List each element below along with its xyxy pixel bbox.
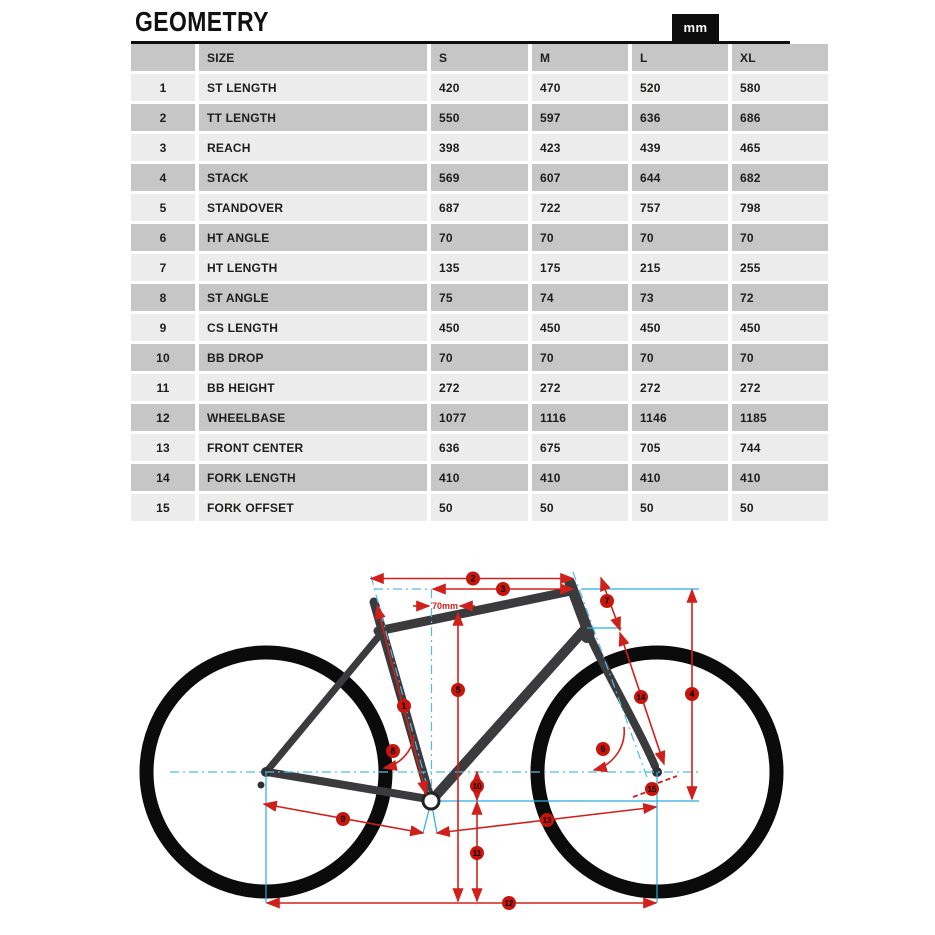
row-value: 686	[732, 104, 828, 131]
row-value: 465	[732, 134, 828, 161]
svg-text:7: 7	[604, 596, 610, 606]
callout-1	[397, 699, 411, 713]
row-label: STANDOVER	[199, 194, 427, 221]
callout-14	[634, 690, 648, 704]
table-row	[131, 194, 828, 221]
table-row	[131, 464, 828, 491]
callout-9	[336, 812, 350, 826]
row-value: 450	[532, 314, 628, 341]
down-tube	[432, 629, 585, 800]
row-value: 450	[431, 314, 528, 341]
row-value: 1185	[732, 404, 828, 431]
row-value: 70	[532, 224, 628, 251]
row-value: 722	[532, 194, 628, 221]
row-value: 607	[532, 164, 628, 191]
svg-text:4: 4	[689, 689, 695, 699]
top-tube	[378, 591, 571, 631]
row-number: 12	[131, 404, 195, 431]
callout-6	[596, 742, 610, 756]
row-label: FORK LENGTH	[199, 464, 427, 491]
row-value: 70	[632, 344, 728, 371]
row-value: 135	[431, 254, 528, 281]
table-row	[131, 164, 828, 191]
row-value: 450	[632, 314, 728, 341]
row-label: WHEELBASE	[199, 404, 427, 431]
row-value: 423	[532, 134, 628, 161]
row-value: 470	[532, 74, 628, 101]
row-value: 550	[431, 104, 528, 131]
callout-10	[470, 779, 484, 793]
table-row	[131, 224, 828, 251]
table-row	[131, 134, 828, 161]
table-row	[131, 74, 828, 101]
row-value: 70	[732, 224, 828, 251]
row-value: 1116	[532, 404, 628, 431]
row-number: 8	[131, 284, 195, 311]
svg-text:11: 11	[472, 849, 482, 858]
callout-2	[466, 572, 480, 586]
svg-text:1: 1	[401, 701, 407, 711]
unit-badge: mm	[672, 14, 719, 41]
table-row	[131, 404, 828, 431]
row-value: 75	[431, 284, 528, 311]
row-number: 13	[131, 434, 195, 461]
row-value: 255	[732, 254, 828, 281]
row-value: 70	[431, 344, 528, 371]
row-value: 50	[632, 494, 728, 521]
svg-text:13: 13	[542, 816, 552, 825]
row-value: 420	[431, 74, 528, 101]
column-header: L	[632, 44, 728, 71]
svg-text:14: 14	[636, 693, 646, 702]
column-header: M	[532, 44, 628, 71]
row-value: 636	[632, 104, 728, 131]
row-value: 74	[532, 284, 628, 311]
row-value: 70	[732, 344, 828, 371]
row-value: 175	[532, 254, 628, 281]
row-value: 72	[732, 284, 828, 311]
row-number: 3	[131, 134, 195, 161]
callout-8	[386, 744, 400, 758]
row-number: 11	[131, 374, 195, 401]
row-label: STACK	[199, 164, 427, 191]
row-label: HT LENGTH	[199, 254, 427, 281]
row-value: 687	[431, 194, 528, 221]
row-value: 744	[732, 434, 828, 461]
rear-derailleur-hanger	[258, 782, 265, 789]
row-value: 644	[632, 164, 728, 191]
row-value: 272	[431, 374, 528, 401]
column-header: SIZE	[199, 44, 427, 71]
label-70mm: 70mm	[431, 601, 459, 611]
callout-4	[685, 687, 699, 701]
row-number: 14	[131, 464, 195, 491]
column-header: S	[431, 44, 528, 71]
table-row	[131, 374, 828, 401]
svg-text:10: 10	[472, 782, 482, 791]
row-value: 450	[732, 314, 828, 341]
row-label: TT LENGTH	[199, 104, 427, 131]
table-row	[131, 254, 828, 281]
column-header	[131, 44, 195, 71]
row-value: 272	[632, 374, 728, 401]
row-value: 580	[732, 74, 828, 101]
row-value: 705	[632, 434, 728, 461]
callout-7	[600, 594, 614, 608]
row-value: 215	[632, 254, 728, 281]
table-row	[131, 104, 828, 131]
row-value: 272	[532, 374, 628, 401]
row-value: 70	[532, 344, 628, 371]
table-row	[131, 284, 828, 311]
row-value: 798	[732, 194, 828, 221]
svg-text:15: 15	[647, 785, 657, 794]
row-label: FORK OFFSET	[199, 494, 427, 521]
table-row	[131, 344, 828, 371]
row-label: CS LENGTH	[199, 314, 427, 341]
geometry-table-body	[131, 74, 828, 521]
callout-12	[502, 896, 516, 910]
row-number: 7	[131, 254, 195, 281]
row-value: 70	[431, 224, 528, 251]
row-value: 520	[632, 74, 728, 101]
row-value: 398	[431, 134, 528, 161]
row-label: ST ANGLE	[199, 284, 427, 311]
callout-5	[451, 683, 465, 697]
table-row	[131, 434, 828, 461]
svg-text:2: 2	[470, 573, 476, 584]
table-row	[131, 494, 828, 521]
row-value: 1077	[431, 404, 528, 431]
callout-3	[496, 582, 510, 596]
svg-text:8: 8	[390, 746, 396, 756]
row-value: 70	[632, 224, 728, 251]
row-number: 4	[131, 164, 195, 191]
row-value: 50	[431, 494, 528, 521]
row-value: 569	[431, 164, 528, 191]
geometry-diagram	[0, 535, 935, 935]
callout-15	[645, 782, 659, 796]
row-number: 1	[131, 74, 195, 101]
row-value: 73	[632, 284, 728, 311]
row-value: 682	[732, 164, 828, 191]
row-value: 50	[532, 494, 628, 521]
svg-text:5: 5	[455, 685, 461, 695]
row-number: 2	[131, 104, 195, 131]
row-label: BB DROP	[199, 344, 427, 371]
row-label: REACH	[199, 134, 427, 161]
row-number: 5	[131, 194, 195, 221]
callout-13	[540, 813, 554, 827]
row-value: 1146	[632, 404, 728, 431]
bottom-bracket	[423, 793, 439, 809]
table-header-row	[131, 44, 828, 71]
geometry-table	[127, 41, 832, 524]
row-number: 10	[131, 344, 195, 371]
row-label: BB HEIGHT	[199, 374, 427, 401]
row-value: 675	[532, 434, 628, 461]
callout-11	[470, 846, 484, 860]
row-value: 272	[732, 374, 828, 401]
row-label: ST LENGTH	[199, 74, 427, 101]
row-value: 636	[431, 434, 528, 461]
row-value: 410	[732, 464, 828, 491]
row-label: FRONT CENTER	[199, 434, 427, 461]
dim-fork-offset-tick-2	[658, 776, 677, 783]
fork-crown	[581, 631, 593, 643]
row-value: 410	[532, 464, 628, 491]
svg-text:3: 3	[500, 584, 506, 594]
row-value: 50	[732, 494, 828, 521]
svg-text:6: 6	[600, 744, 606, 754]
row-number: 9	[131, 314, 195, 341]
svg-text:9: 9	[340, 814, 346, 824]
row-number: 6	[131, 224, 195, 251]
row-label: HT ANGLE	[199, 224, 427, 251]
row-value: 410	[632, 464, 728, 491]
chain-stay	[267, 772, 428, 799]
svg-text:12: 12	[504, 899, 514, 908]
column-header: XL	[732, 44, 828, 71]
row-number: 15	[131, 494, 195, 521]
table-row	[131, 314, 828, 341]
row-value: 757	[632, 194, 728, 221]
page-title: GEOMETRY	[135, 6, 269, 37]
row-value: 410	[431, 464, 528, 491]
row-value: 439	[632, 134, 728, 161]
row-value: 597	[532, 104, 628, 131]
